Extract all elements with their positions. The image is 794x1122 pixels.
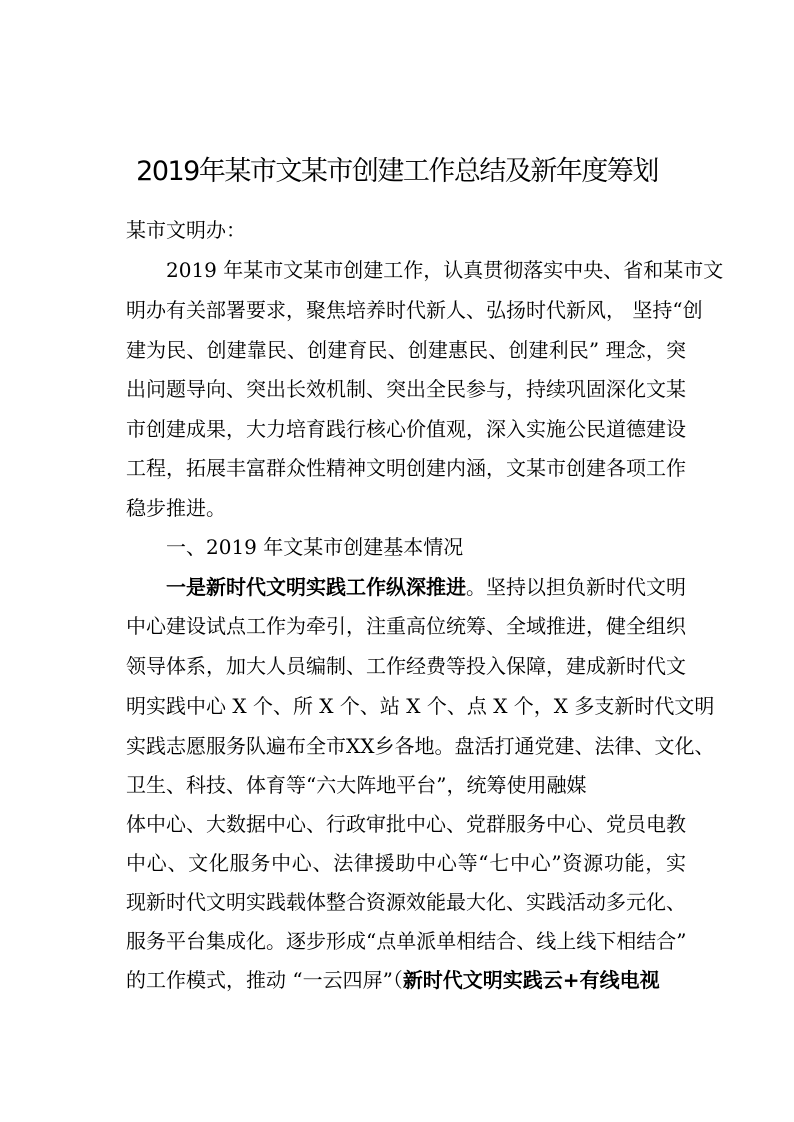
paragraph-2-first-line <box>126 573 686 601</box>
paragraph-2-line: 中心、文化服务中心、法律援助中心等“七中心”资源功能，实 <box>126 851 686 875</box>
paragraph-1-line: 工程，拓展丰富群众性精神文明创建内涵，文某市创建各项工作 <box>126 456 686 480</box>
paragraph-2-line: 体中心、大数据中心、行政审批中心、党群服务中心、党员电教 <box>126 812 686 836</box>
paragraph-1-line: 建为民、创建靠民、创建育民、创建惠民、创建利民” 理念，突 <box>126 338 686 362</box>
paragraph-2-line: 中心建设试点工作为牵引，注重高位统筹、全域推进，健全组织 <box>126 614 686 638</box>
paragraph-2-line: 现新时代文明实践载体整合资源效能最大化、实践活动多元化、 <box>126 890 686 914</box>
lead-rest-text: 。坚持以担负新时代文明 <box>466 575 686 599</box>
paragraph-2-line: 明实践中心 X 个、所 X 个、站 X 个、点 X 个，X 多支新时代文明 <box>126 694 715 718</box>
paragraph-2-line: 卫生、科技、体育等“六大阵地平台”，统筹使用融媒 <box>126 773 587 797</box>
document-title: 2019年某市文某市创建工作总结及新年度筹划 <box>136 156 658 187</box>
paragraph-1-line: 稳步推进。 <box>126 496 226 520</box>
paragraph-1-line: 2019 年某市文某市创建工作，认真贯彻落实中央、省和某市文 <box>126 258 724 282</box>
paragraph-1-line: 市创建成果，大力培育践行核心价值观，深入实施公民道德建设 <box>126 417 686 441</box>
paragraph-2-line: 实践志愿服务队遍布全市XX乡各地。盘活打通党建、法律、文化、 <box>126 734 715 758</box>
last-line-text: 的工作模式，推动 “一云四屏”（ <box>126 968 403 992</box>
paragraph-2-line: 服务平台集成化。逐步形成“点单派单相结合、线上线下相结合” <box>126 929 687 953</box>
bold-lead-phrase: 一是新时代文明实践工作纵深推进 <box>126 575 466 599</box>
bold-phrase: 新时代文明实践云+有线电视 <box>402 968 660 992</box>
paragraph-1-line: 明办有关部署要求，聚焦培养时代新人、弘扬时代新风， 坚持“创 <box>126 298 703 322</box>
paragraph-1-line: 出问题导向、突出长效机制、突出全民参与，持续巩固深化文某 <box>126 377 686 401</box>
section-heading: 一、2019 年文某市创建基本情况 <box>126 535 464 559</box>
salutation: 某市文明办： <box>126 218 246 242</box>
paragraph-2-last-line <box>126 966 686 994</box>
paragraph-2-line: 领导体系，加大人员编制、工作经费等投入保障，建成新时代文 <box>126 654 686 678</box>
